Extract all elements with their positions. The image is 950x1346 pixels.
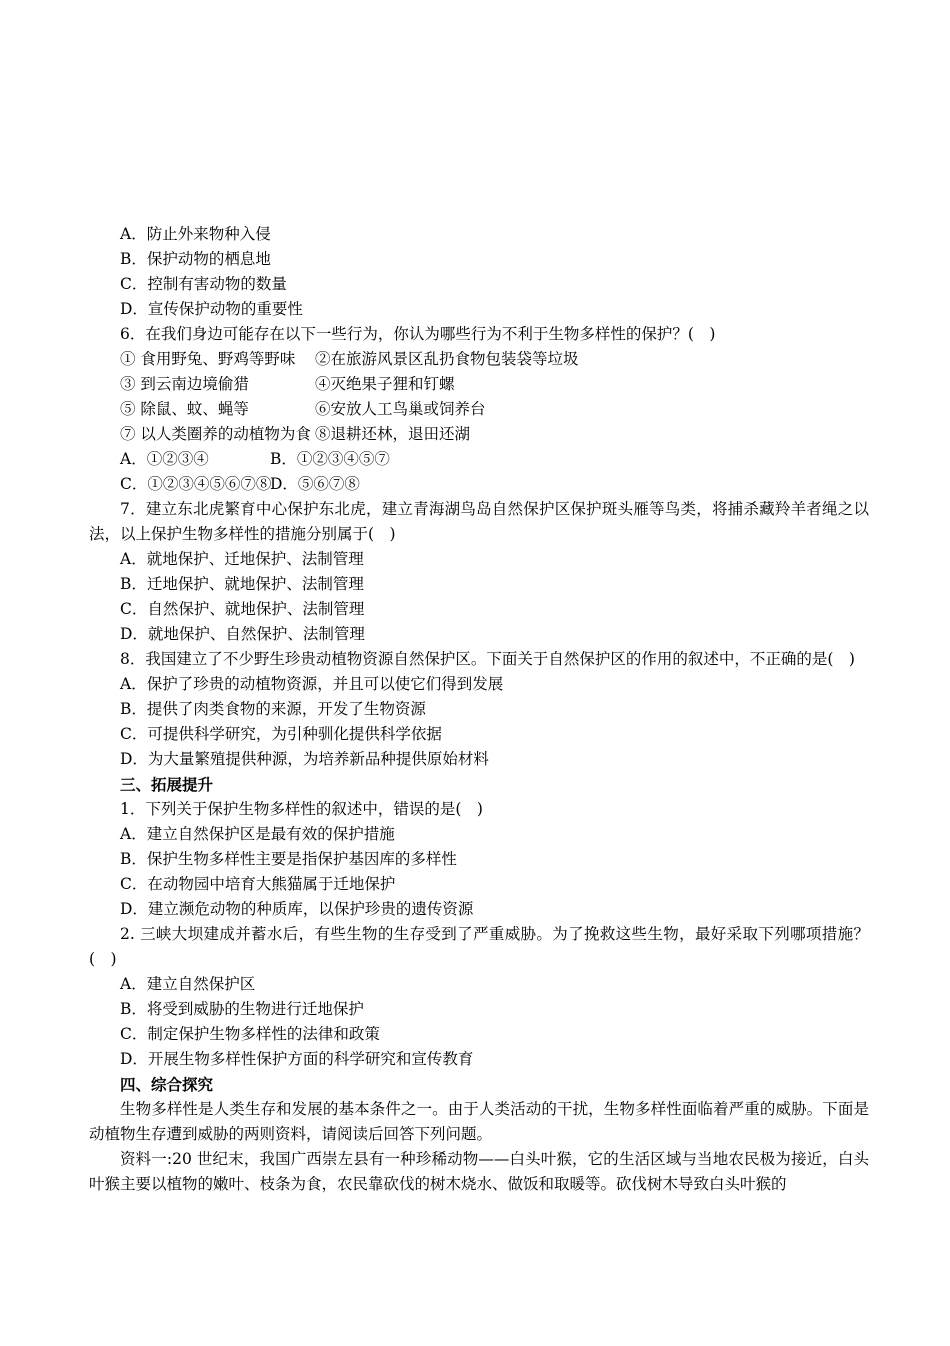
q6-stem: 6．在我们身边可能存在以下一些行为，你认为哪些行为不利于生物多样性的保护？( ): [120, 325, 716, 343]
q5-option-d: D．宣传保护动物的重要性: [120, 300, 303, 318]
q8-option-d: D．为大量繁殖提供种源，为培养新品种提供原始材料: [120, 750, 489, 768]
s3-q2-stem: 2. 三峡大坝建成并蓄水后，有些生物的生存受到了严重威胁。为了挽救这些生物，最好采取下列哪项措施？( ): [89, 925, 869, 968]
q6-items-row-1: [89, 347, 869, 372]
s4-material-1: 资料一:20 世纪末，我国广西崇左县有一种珍稀动物——白头叶猴，它的生活区域与当地农民极为接近，白头叶猴主要以植物的嫩叶、枝条为食，农民靠砍伐的树木烧水、做饭和取暖等。砍伐树木导致白头叶猴的: [89, 1150, 869, 1193]
q6-option-a: A．①②③④: [120, 450, 209, 468]
q6-item-1: ① 食用野兔、野鸡等野味: [120, 350, 296, 368]
q6-items-row-2: [89, 372, 869, 397]
q8-option-c: C．可提供科学研究，为引种驯化提供科学依据: [120, 725, 442, 743]
s3-q1-stem: 1．下列关于保护生物多样性的叙述中，错误的是( ): [120, 800, 483, 818]
q6-item-8: ⑧退耕还林，退田还湖: [315, 425, 471, 443]
q6-item-7: ⑦ 以人类圈养的动植物为食: [120, 425, 311, 443]
q7-option-b: B．迁地保护、就地保护、法制管理: [120, 575, 364, 593]
q6-item-3: ③ 到云南边境偷猎: [120, 375, 249, 393]
s4-intro: 生物多样性是人类生存和发展的基本条件之一。由于人类活动的干扰，生物多样性面临着严重的威胁。下面是动植物生存遭到威胁的两则资料，请阅读后回答下列问题。: [89, 1100, 869, 1143]
q5-option-c: C．控制有害动物的数量: [120, 275, 287, 293]
s3-q1-option-b: B．保护生物多样性主要是指保护基因库的多样性: [120, 850, 457, 868]
s3-q1-option-d: D．建立濒危动物的种质库，以保护珍贵的遗传资源: [120, 900, 474, 918]
q6-item-6: ⑥安放人工鸟巢或饲养台: [315, 400, 486, 418]
q7-option-c: C．自然保护、就地保护、法制管理: [120, 600, 365, 618]
q6-item-5: ⑤ 除鼠、蚊、蝇等: [120, 400, 249, 418]
s3-q1-option-a: A．建立自然保护区是最有效的保护措施: [120, 825, 395, 843]
q6-option-b: B．①②③④⑤⑦: [270, 450, 390, 468]
q7-option-d: D．就地保护、自然保护、法制管理: [120, 625, 365, 643]
q6-items-row-4: [89, 422, 869, 447]
q6-item-2: ②在旅游风景区乱扔食物包装袋等垃圾: [315, 350, 579, 368]
s3-q2-option-d: D．开展生物多样性保护方面的科学研究和宣传教育: [120, 1050, 474, 1068]
q6-options-row-2: [89, 472, 869, 497]
q6-items-row-3: [89, 397, 869, 422]
q5-option-b: B．保护动物的栖息地: [120, 250, 271, 268]
document-content: [89, 222, 869, 1197]
s3-q2-option-a: A．建立自然保护区: [120, 975, 256, 993]
q8-option-a: A．保护了珍贵的动植物资源，并且可以使它们得到发展: [120, 675, 504, 693]
q5-option-a: A．防止外来物种入侵: [120, 225, 271, 243]
s3-q1-option-c: C．在动物园中培育大熊猫属于迁地保护: [120, 875, 396, 893]
section-4-title: 四、综合探究: [120, 1075, 214, 1094]
q7-stem: 7．建立东北虎繁育中心保护东北虎，建立青海湖鸟岛自然保护区保护斑头雁等鸟类，将捕杀藏羚羊者绳之以法，以上保护生物多样性的措施分别属于( ): [89, 500, 869, 543]
q7-option-a: A．就地保护、迁地保护、法制管理: [120, 550, 364, 568]
q8-stem: 8．我国建立了不少野生珍贵动植物资源自然保护区。下面关于自然保护区的作用的叙述中，不正确的是( ): [120, 650, 855, 668]
s3-q2-option-c: C．制定保护生物多样性的法律和政策: [120, 1025, 380, 1043]
q6-options-row-1: [89, 447, 869, 472]
q6-option-c: C．①②③④⑤⑥⑦⑧: [120, 475, 272, 493]
s3-q2-option-b: B．将受到威胁的生物进行迁地保护: [120, 1000, 364, 1018]
q6-item-4: ④灭绝果子狸和钉螺: [315, 375, 455, 393]
q8-option-b: B．提供了肉类食物的来源，开发了生物资源: [120, 700, 426, 718]
section-3-title: 三、拓展提升: [120, 775, 214, 794]
q6-option-d: D．⑤⑥⑦⑧: [270, 475, 360, 493]
